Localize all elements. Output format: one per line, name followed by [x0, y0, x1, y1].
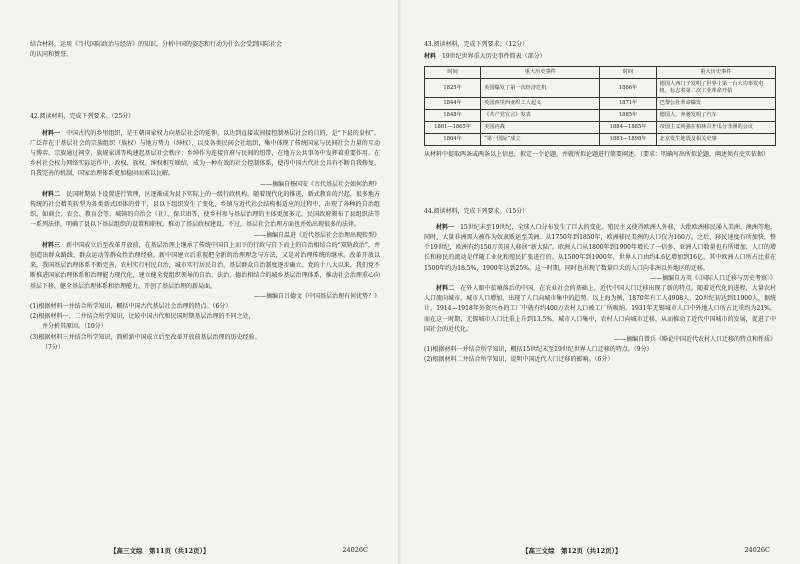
- table-cell: 1861—1865年: [425, 122, 481, 134]
- table-cell: 1848年: [425, 110, 481, 122]
- material-label: 材料二: [436, 285, 455, 293]
- table-cell: 1864年: [425, 134, 481, 146]
- table-cell: 1881—1898年: [600, 134, 656, 146]
- caption-text: 19世纪世界重大历史事件简表（部分）: [442, 53, 546, 61]
- table-cell: 《共产党宣言》发表: [481, 110, 600, 122]
- intro-line-1: 结合材料，运用《当代国际政治与经济》的知识，分析中国的姿态和行动为什么会受到国际社会: [30, 41, 283, 48]
- table-row: [425, 122, 776, 134]
- table-cell: 德国人西门子发明了世界上第一台大功率发电机，标志着第二次工业革命开始: [656, 79, 775, 98]
- q42-sub-2: (2)根据材料一、二并结合所学知识，比较中国古代和民国时期基层治理的不同之处，: [30, 313, 255, 321]
- material-text: 新中国成立后至改革开放前，在基层治理上继承了传统中国自上而下的行政与自下而上的自治相结合的“双轨政治”，并创造出群众路线、群众运动等群众性治理经验。新中国建立后重视把全新的治理理念与方法，又是对治理传统的继承。改革开放以来，我国基层治理体系不断完善，农村实行村民自治，城市实行居民自治，基层群众自治制度逐步确立。党的十八大以来，我们党不断推进国家治理体系和治理能力现代化，建立健全党组织领导的自治、法治、德治相结合的城乡基层治理体系，推动社会治理重心向基层下移，健全基层治理体系和治理能力，开创了基层治理的新局面。: [30, 241, 380, 290]
- material-label: 材料一: [42, 129, 61, 137]
- table-cell: 1866年: [600, 79, 656, 98]
- table-cell: 英国爆发了第一次经济危机: [481, 79, 600, 98]
- table-cell: 1871年: [600, 98, 656, 110]
- page-left: [0, 0, 398, 564]
- table-row: [425, 134, 776, 146]
- table-cell: 巴黎公社革命爆发: [656, 98, 775, 110]
- events-table: [424, 66, 776, 146]
- material-source: ——摘编自方英《〈国际人口迁移与历史考察〉》: [649, 274, 776, 282]
- q42-material-1: [30, 129, 380, 180]
- footer-page-label: 【高三文综 第12页（共12页）】: [522, 547, 622, 555]
- table-header: 重大历史事件: [656, 67, 775, 79]
- footer-code: 24026C: [744, 546, 770, 554]
- q44-sub-2: (2)根据材料二并结合所学知识，说明中国近代人口迁移的影响。（6分）: [424, 356, 614, 364]
- q42-sub-3-cont: （7分）: [42, 343, 64, 351]
- table-cell: 英国西里西亚织工人起义: [481, 98, 600, 110]
- intro-line-2: 的认同和赞誉。: [30, 51, 73, 59]
- material-text: 中国古代的乡里组织，是王朝国家权力向基层社会的延伸，以达到直接或间接控制基层社会的目的，是“下县的皇权”。广泛存在于基层社会的宗族组织（族权）与地方势力（绅权），以及各类民间会社组织，集中体现了传统国家与民间社会力量的互动与博弈。宗族通过祠堂、族规家训等构建起基层社会秩序；乡绅作为连接官府与民间的纽带，在地方公共事务中发挥着重要作用。在乡村社会权力网络实际运作中，政权、族权、绅权相互联结，成为一种有效的社会控制体系，使得中国古代社会具有不断自我修复、自我完善的机制，国家治理体系更加稳固而难以瓦解。: [30, 129, 380, 178]
- q42-sub-1: (1)根据材料一并结合所学知识，概括中国古代基层社会治理的特点。（6分）: [30, 303, 232, 311]
- table-cell: 1884—1885年: [600, 122, 656, 134]
- material-source: ——摘编自温进《近代基层社会治理出现转型》: [253, 231, 380, 239]
- table-cell: 德国人，奔驰发明了汽车: [656, 110, 775, 122]
- table-cell: 帝国主义列强在柏林召开瓜分非洲的会议: [656, 122, 775, 134]
- table-cell: 1844年: [425, 98, 481, 110]
- q43-title: 43.阅读材料，完成下列要求。（12分）: [424, 41, 529, 48]
- material-text: 民国时期县下设置进行管理，区逐渐成为县下实际上的一级行政机构。随着现代化的推进，新式教育的兴起，很多地方传统的社会精英转型为各类新式团体的骨干，县以下组织发生了变化，乡镇与近代社会结构相适应的过程中，出现了各种的自治组织，如商会、农会、教育会等，城镇的自治会（社）、保卫团等，使乡村参与基层治理的主体更加多元。民国政府颁布了县组织法等一系列法律，明确了县以下基层组织的设置和职权，推动了基层政权建设。不过，基层社会治理方面也并始出现很多的法律。: [30, 190, 380, 229]
- q42-title: 42.阅读材料，完成下列要求。（25分）: [30, 113, 135, 121]
- q42-material-2: [30, 190, 380, 231]
- table-header-row: [425, 67, 776, 79]
- table-row: [425, 79, 776, 98]
- table-cell: 1885年: [600, 110, 656, 122]
- table-row: [425, 110, 776, 122]
- table-cell: 1825年: [425, 79, 481, 98]
- table-row: [425, 98, 776, 110]
- material-label: 材料一: [436, 223, 455, 231]
- q44-sub-1: (1)根据材料一并结合所学知识，概括15世纪末至19世纪世界人口迁移的特点。（9分）: [424, 346, 653, 354]
- table-header: 重大历史事件: [481, 67, 600, 79]
- material-source: ——摘编自吕德文《中国基层治理有何优势？》: [253, 292, 380, 300]
- table-cell: 北京发生地震及相关史事: [656, 134, 775, 146]
- page-right: [402, 0, 800, 564]
- q44-material-1: [424, 223, 776, 274]
- table-header: 时间: [600, 67, 656, 79]
- material-label: 材料: [424, 53, 437, 61]
- footer-code: 24026C: [342, 546, 368, 554]
- material-text: 在外人眼中贫瘠落后的中国，在农业社会的基础上，近代中国人口迁移出现了新的特点。随着近代化的进程，大量农村人口流向城市，城市人口增加，出现了人口向城市集中的趋势。以上海为例，1870年有工人4908人，20世纪初达到11900人，据统计，1914—1918年外资兴办的工厂中就有约400万农村人口被工厂所吸纳，1931年无锡城市人口中外地人口所占比重约为21%，而在这一时期，无锡城市人口比重上升到13.5%，城市人口集中，农村人口向城市迁移，从而推动了近代中国城市的发展，促进了中国社会的近代化。: [424, 285, 776, 333]
- q43-prompt: 从材料中提取两条或两条以上信息，拟定一个论题，并就所拟论题进行简要阐述。（要求：明确写出所拟论题，阐述须有史实依据）: [424, 151, 770, 159]
- material-source: ——摘编自曾兵《略论中国近代农村人口迁移的特点和性质》: [613, 336, 776, 344]
- q42-material-3: [30, 241, 380, 292]
- material-label: 材料二: [42, 190, 61, 198]
- footer-page-label: 【高三文综 第11页（共12页）】: [110, 547, 210, 555]
- q44-title: 44.阅读材料，完成下列要求。（15分）: [424, 207, 529, 215]
- material-text: 15世纪末至19世纪，全球人口分布发生了巨大的变化。殖民主义使得欧洲人外移，大批欧洲移民涌入美洲、澳洲等地，同时，大量非洲黑人被作为奴隶贩运至美洲。从1750年到1850年，欧洲移民美洲的人口仅为160万，之后，移民速度有所加快，整个19世纪，欧洲有约150万英国人移居“新大陆”。欧洲人口从1800年到1900年增长了一倍多，亚洲人口数量也有所增加，人口的增长和移民的流动是伴随工业化和殖民扩张进行的。从1500年到1900年，世界人口由约4.6亿增加到16亿，其中欧洲人口所占比重在1500年约为18.5%，1900年达到25%。这一时期，同时也出现了数量巨大的人口向非洲以外地区的迁移。: [424, 223, 776, 272]
- table-cell: 美国内战: [481, 122, 600, 134]
- q44-material-2: [424, 284, 776, 335]
- material-source: ——摘编自杨国安《古代基层社会如何治理》: [259, 180, 380, 188]
- table-cell: “第一国际”成立: [481, 134, 600, 146]
- q42-sub-3: (3)根据材料三并结合所学知识，简析新中国成立后至改革开放前基层治理的历史经验。: [30, 333, 261, 341]
- table-header: 时间: [425, 67, 481, 79]
- q42-sub-2-cont: 并分析其原因。（10分）: [42, 323, 107, 331]
- material-label: 材料三: [42, 241, 61, 249]
- table-caption: [424, 52, 776, 62]
